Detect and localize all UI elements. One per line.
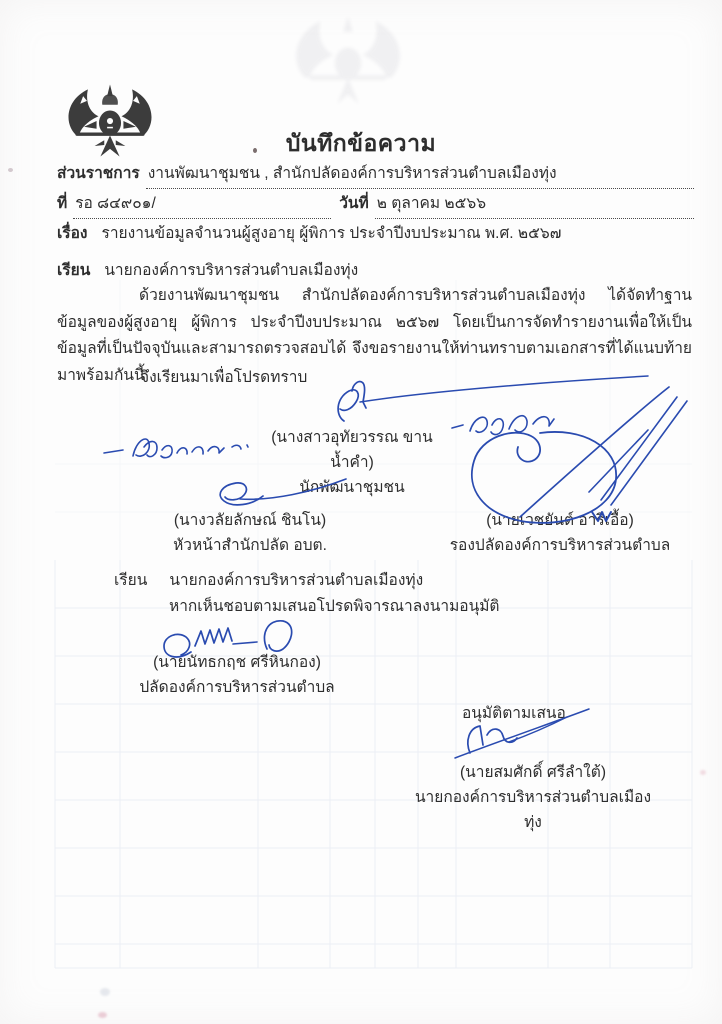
signer-5-title: นายกองค์การบริหารส่วนตำบลเมืองทุ่ง	[414, 789, 652, 831]
body-paragraph: ด้วยงานพัฒนาชุมชน สำนักปลัดองค์การบริหารส่วนตำบลเมืองทุ่ง ได้จัดทำฐานข้อมูลของผู้สูงอายุ ผู้พิการ ประจำปีงบประมาณ ๒๕๖๗ โดยเป็นการจัดทำรายงานเพื่อให้เป็นข้อมูลที่เป็นปัจจุบันและสามารถตรวจสอบได้ จึงขอรายงานให้ท่านทราบตามเอกสารที่ได้แนบท้ายมาพร้อมกันนี้	[57, 287, 692, 384]
closing-line: จึงเรียนมาเพื่อโปรดทราบ	[140, 369, 308, 386]
memo-header-fields	[57, 161, 694, 284]
endorsement-to-value: นายกองค์การบริหารส่วนตำบลเมืองทุ่ง	[169, 572, 424, 589]
signer-2-name: (นางวลัยลักษณ์ ชินโน)	[173, 512, 327, 529]
signer-5-block	[413, 760, 653, 835]
to-label: เรียน	[57, 262, 91, 279]
scan-speck	[98, 1012, 107, 1018]
subject-value: รายงานข้อมูลจำนวนผู้สูงอายุ ผู้พิการ ประจำปีงบประมาณ พ.ศ. ๒๕๖๗	[101, 225, 562, 242]
signer-1-block	[252, 425, 452, 500]
doc-number-value: รอ ๘๔๙๐๑/	[73, 191, 331, 219]
signer-4-name: (นายนัทธกฤช ศรีหินกอง)	[153, 654, 321, 671]
signature-left-annotation	[104, 439, 248, 458]
signer-4-block	[137, 650, 337, 700]
signer-4-title: ปลัดองค์การบริหารส่วนตำบล	[139, 679, 335, 696]
bleed-through-garuda	[288, 12, 408, 112]
date-value: ๒ ตุลาคม ๒๕๖๖	[375, 191, 694, 219]
signature-deputy-chief	[452, 387, 687, 523]
to-value: นายกองค์การบริหารส่วนตำบลเมืองทุ่ง	[104, 262, 359, 279]
department-label: ส่วนราชการ	[57, 165, 140, 182]
signer-3-name: (นายเวชยันต์ อารีเอื้อ)	[486, 512, 634, 529]
signer-2-title: หัวหน้าสำนักปลัด อบต.	[173, 537, 327, 554]
signer-3-title: รองปลัดองค์การบริหารส่วนตำบล	[449, 537, 671, 554]
document-title: บันทึกข้อความ	[285, 130, 437, 156]
subject-label: เรื่อง	[57, 225, 88, 242]
signer-2-block	[150, 508, 350, 558]
scan-speck	[100, 988, 110, 996]
scan-speck	[8, 168, 13, 172]
signer-5-name: (นายสมศักดิ์ ศรีลำใต้)	[460, 764, 606, 781]
approval-statement: อนุมัติตามเสนอ	[462, 705, 566, 722]
doc-number-label: ที่	[57, 195, 68, 212]
signer-1-name: (นางสาวอุทัยวรรณ ขานน้ำคำ)	[271, 429, 433, 471]
endorsement-to-row	[114, 567, 423, 592]
endorsement-to-label: เรียน	[114, 572, 148, 589]
field-row-to	[57, 258, 694, 284]
field-row-number-date	[57, 191, 694, 219]
endorsement-note: หากเห็นชอบตามเสนอโปรดพิจารณาลงนามอนุมัติ	[169, 598, 500, 615]
department-value: งานพัฒนาชุมชน , สำนักปลัดองค์การบริหารส่วนตำบลเมืองทุ่ง	[146, 161, 694, 189]
scan-speck	[700, 770, 706, 775]
field-row-subject	[57, 221, 694, 247]
signer-3-block	[440, 508, 680, 558]
signer-1-title: นักพัฒนาชุมชน	[299, 479, 405, 496]
field-row-department	[57, 161, 694, 189]
date-label: วันที่	[339, 195, 369, 212]
